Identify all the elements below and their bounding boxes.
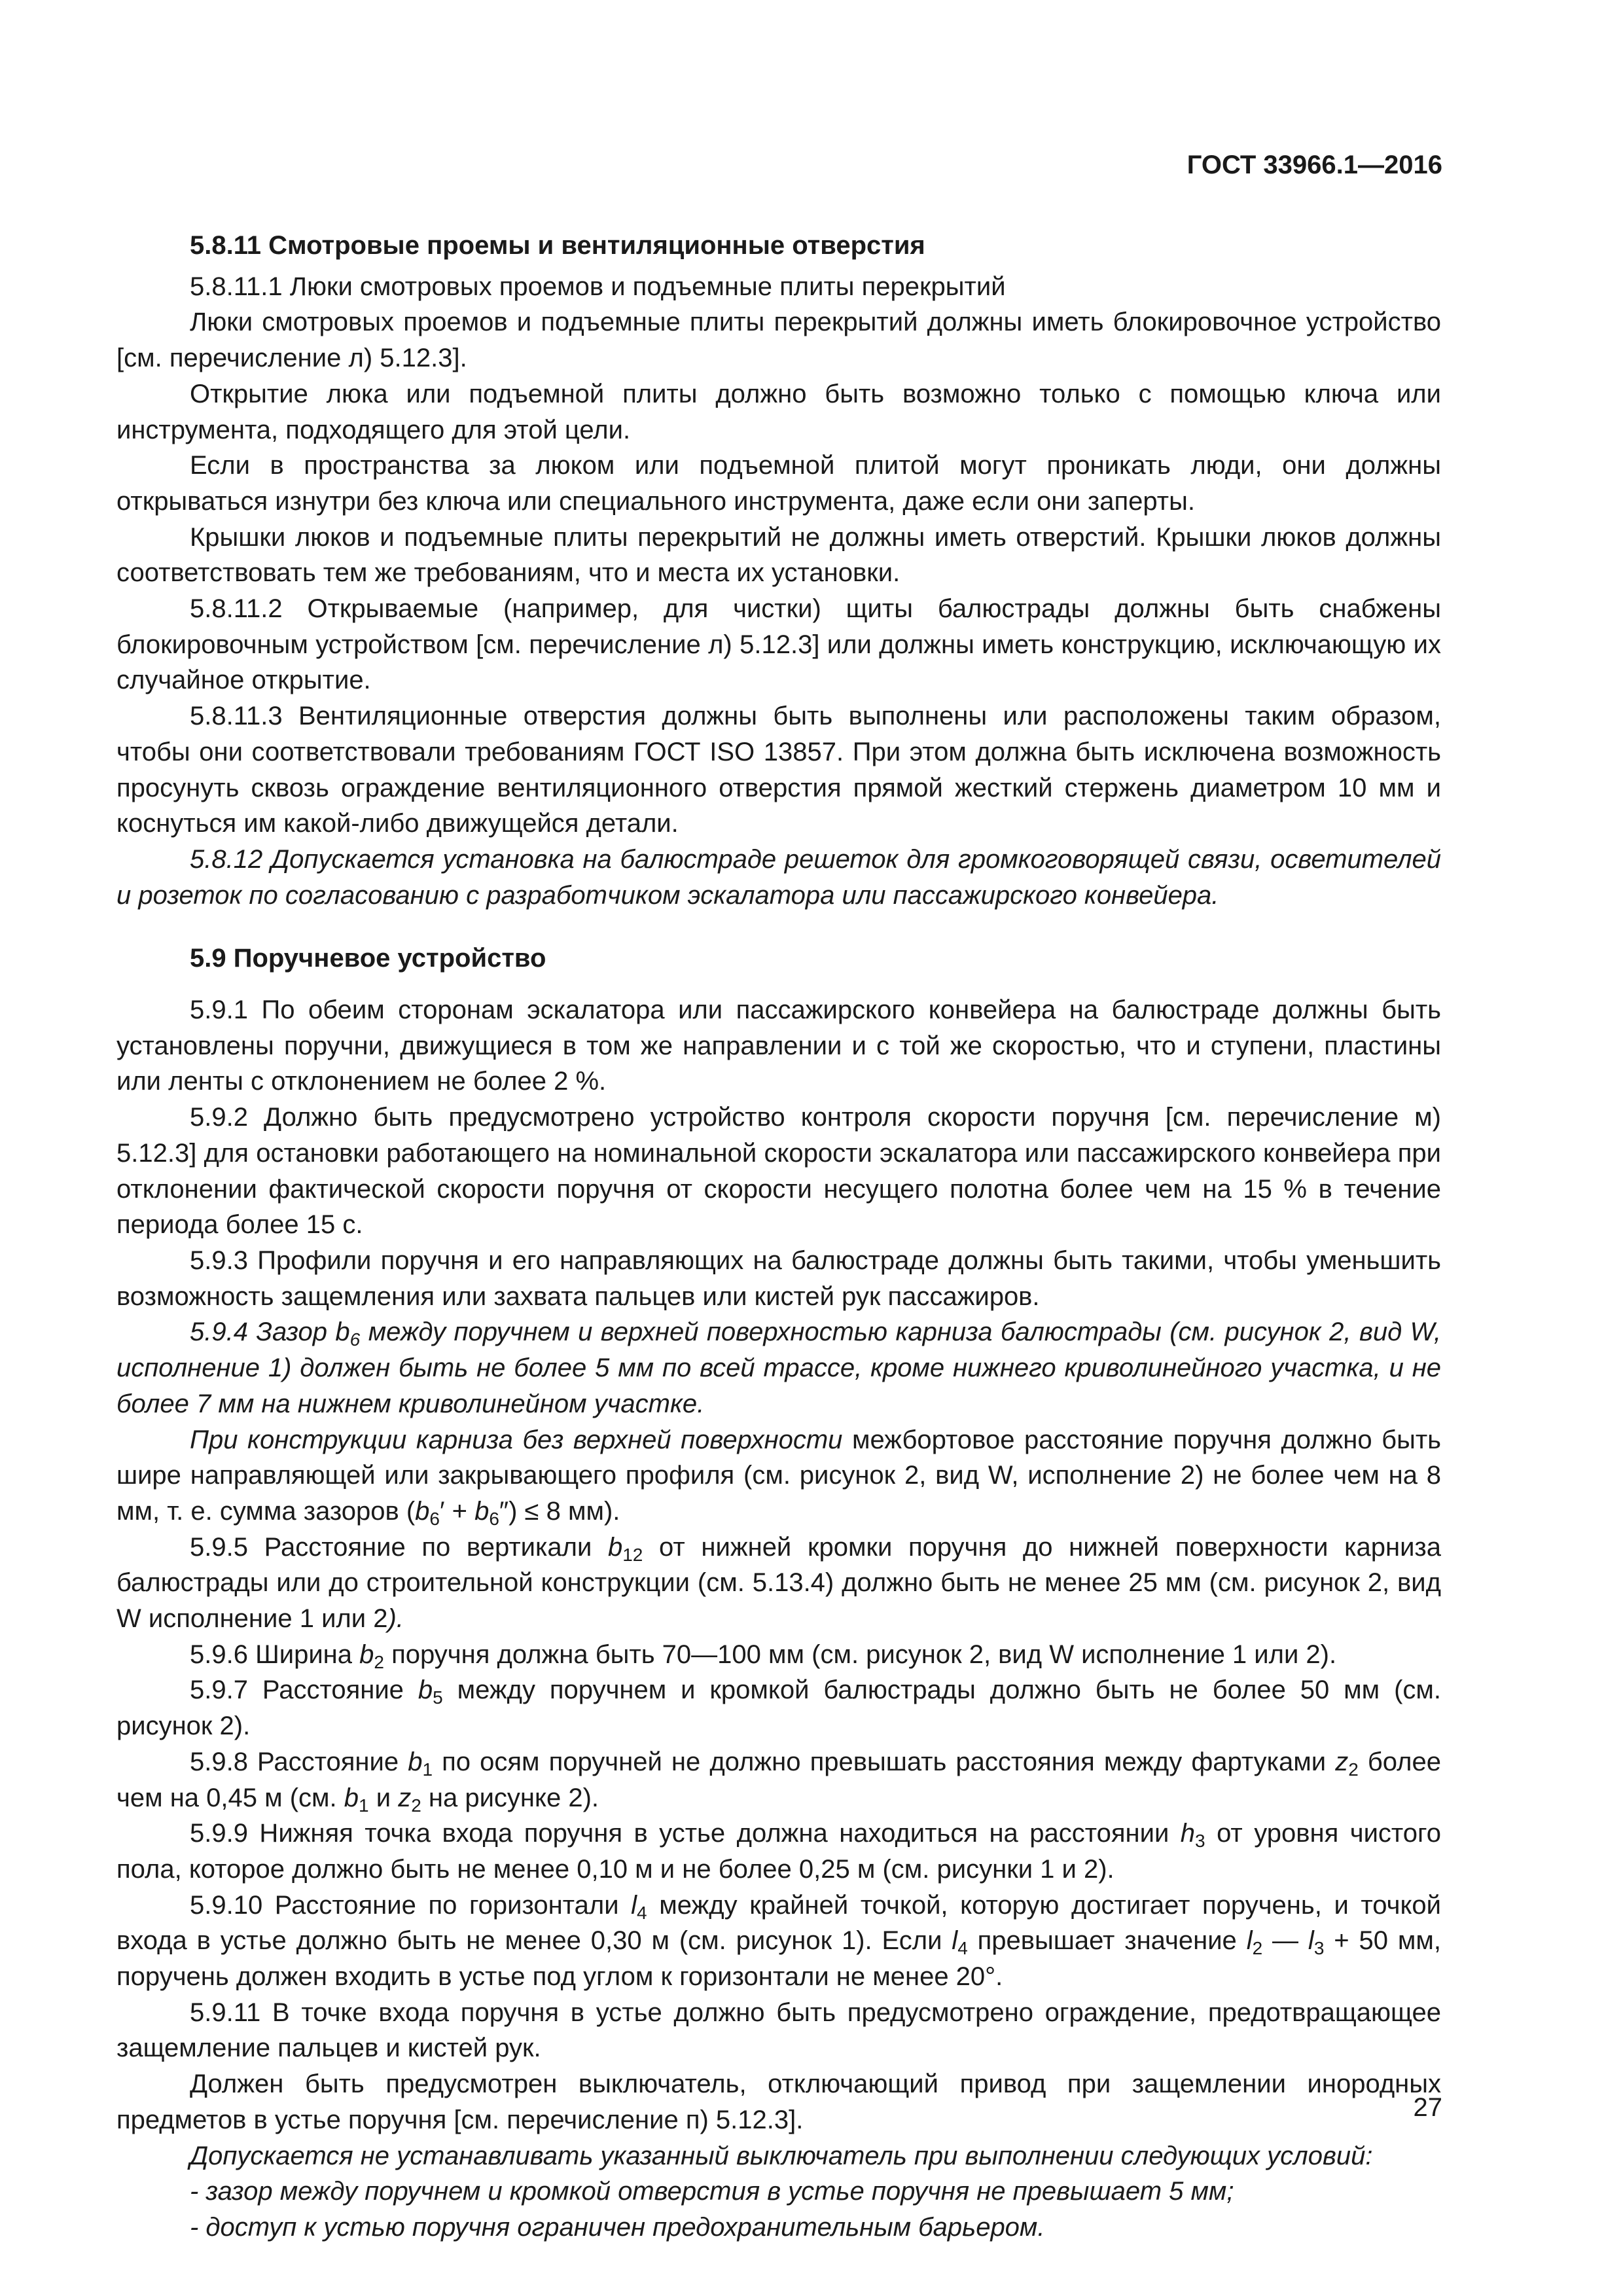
variable: l: [631, 1890, 637, 1920]
text-span: ′ +: [440, 1496, 475, 1526]
variable: l: [1246, 1926, 1253, 1956]
paragraph-hatch-opening: Открытие люка или подъемной плиты должно быть возможно только с помощью ключа или инструмента, подходящего для этой цели.: [116, 379, 1441, 444]
condition-item: - зазор между поручнем и кромкой отверстия в устье поручня не превышает 5 мм;: [190, 2177, 1234, 2206]
subscript: 1: [359, 1795, 369, 1816]
text-span: 5.9.10 Расстояние по горизонтали: [190, 1890, 632, 1920]
text-span: 5.9.4 Зазор: [190, 1318, 336, 1347]
paragraph-5-9-10: [116, 1888, 1441, 1995]
paragraph-hatch-covers: Крышки люков и подъемные плиты перекрытий не должны иметь отверстий. Крышки люков должны соответствовать тем же требованиям, что и места их установки.: [116, 522, 1441, 588]
paragraph-5-8-12: 5.8.12 Допускается установка на балюстраде решеток для громкоговорящей связи, осветителей и розеток по согласованию с разработчиком эскалатора или пассажирского конвейера.: [116, 844, 1441, 910]
text-span: 5.9.6 Ширина: [190, 1640, 360, 1669]
subscript: 4: [957, 1938, 968, 1959]
subscript: 6: [349, 1329, 361, 1350]
variable: l: [1308, 1926, 1314, 1956]
variable: h: [1180, 1819, 1196, 1848]
paragraph-5-9-1: 5.9.1 По обеим сторонам эскалатора или пассажирского конвейера на балюстраде должны быть установлены поручни, движущиеся в том же направлении и с той же скоростью, что и ступени, пластины или ленты с отклонением не более 2 %.: [116, 996, 1441, 1096]
subscript: 3: [1195, 1831, 1205, 1852]
paragraph-5-9-8: [116, 1744, 1441, 1816]
variable: l: [952, 1926, 958, 1956]
text-span: от уровня чистого пола, которое должно быть не менее 0,10 м и не более 0,25 м (см. рисунки 1 и 2).: [116, 1819, 1441, 1884]
variable: b: [359, 1640, 374, 1669]
paragraph-5-9-4-continued: [116, 1422, 1441, 1530]
document-header: ГОСТ 33966.1—2016: [1186, 151, 1442, 179]
subscript: 12: [622, 1544, 643, 1565]
variable: b: [335, 1318, 350, 1347]
paragraph-5-9-2: 5.9.2 Должно быть предусмотрено устройство контроля скорости поручня [см. перечисление м) 5.12.3] для остановки работающего на номинальной скорости эскалатора или пассажирского конвейера при отклонении фактической скорости поручня от скорости несущего полотна более чем на 15 % в течение периода более 15 с.: [116, 1103, 1441, 1240]
text-span: + 50 мм, поручень должен входить в устье под углом к горизонтали не менее 20°.: [116, 1926, 1441, 1992]
italic-phrase: При конструкции карниза без верхней поверхности: [190, 1425, 843, 1454]
subscript: 4: [637, 1902, 647, 1923]
paragraph-5-9-9: [116, 1816, 1441, 1887]
text-span: 5.9.9 Нижняя точка входа поручня в устье должна находиться на расстоянии: [190, 1819, 1181, 1848]
subscript: 3: [1313, 1938, 1325, 1959]
paragraph-5-9-4: [116, 1314, 1441, 1422]
paragraph-5-9-5: [116, 1530, 1441, 1637]
paragraph-hatch-lock: Люки смотровых проемов и подъемные плиты перекрытий должны иметь блокировочное устройство [см. перечисление л) 5.12.3].: [116, 308, 1441, 373]
text-span: ).: [387, 1604, 404, 1634]
subscript: 5: [433, 1687, 443, 1708]
text-span: от нижней кромки поручня до нижней поверхности карниза балюстрады или до строительной конструкции (см. 5.13.4) должно быть не менее 25 мм (см. рисунок 2, вид W исполнение 1 или 2: [116, 1532, 1441, 1634]
text-span: 5.9.5 Расстояние по вертикали: [190, 1532, 608, 1562]
subscript: 6: [489, 1508, 499, 1529]
text-span: между крайней точкой, которую достигает поручень, и точкой входа в устье должно быть не менее 0,30 м (см. рисунок 1). Если: [116, 1890, 1441, 1956]
paragraph-5-9-11: 5.9.11 В точке входа поручня в устье должно быть предусмотрено ограждение, предотвращающее защемление пальцев и кистей рук.: [116, 1998, 1441, 2063]
variable: b: [607, 1532, 623, 1562]
text-span: 5.9.8 Расстояние: [190, 1747, 408, 1776]
paragraph-5-9-3: 5.9.3 Профили поручня и его направляющих на балюстраде должны быть такими, чтобы уменьшить возможность защемления или захвата пальцев или кистей рук пассажиров.: [116, 1246, 1441, 1311]
subscript: 2: [411, 1795, 421, 1816]
variable: b: [408, 1747, 423, 1776]
text-span: на рисунке 2).: [421, 1783, 599, 1812]
text-span: —: [1262, 1926, 1308, 1956]
text-span: более чем на 0,45 м (см.: [116, 1747, 1441, 1812]
text-span: превышает значение: [967, 1926, 1247, 1956]
text-span: между поручнем и кромкой балюстрады должно быть не более 50 мм (см. рисунок 2).: [116, 1676, 1442, 1741]
paragraph-5-8-11-3: 5.8.11.3 Вентиляционные отверстия должны быть выполнены или расположены таким образом, чтобы они соответствовали требованиям ГОСТ ISO 13857. При этом должна быть исключена возможность просунуть сквозь ограждение вентиляционного отверстия прямой жесткий стержень диаметром 10 мм и коснуться им какой-либо движущейся детали.: [116, 702, 1441, 838]
subscript: 2: [1348, 1759, 1359, 1780]
paragraph-5-9-6: [116, 1637, 1441, 1673]
subscript: 1: [422, 1759, 433, 1780]
variable: b: [344, 1783, 359, 1812]
text-span: 5.9.7 Расстояние: [190, 1676, 418, 1705]
variable: z: [1335, 1747, 1349, 1776]
subscript: 6: [429, 1508, 440, 1529]
paragraph-5-9-7: [116, 1672, 1441, 1744]
text-span: поручня должна быть 70—100 мм (см. рисунок 2, вид W исполнение 1 или 2).: [383, 1640, 1337, 1669]
text-span: ″) ≤ 8 мм).: [499, 1496, 620, 1526]
condition-item: - доступ к устью поручня ограничен предохранительным барьером.: [190, 2212, 1045, 2242]
subscript: 2: [1252, 1938, 1263, 1959]
variable: b: [474, 1496, 490, 1526]
paragraph-switch: Должен быть предусмотрен выключатель, отключающий привод при защемлении инородных предметов в устье поручня [см. перечисление п) 5.12.3].: [116, 2070, 1441, 2134]
text-span: и: [368, 1783, 399, 1812]
variable: b: [415, 1496, 430, 1526]
paragraph-hatch-inside: Если в пространства за люком или подъемной плитой могут проникать люди, они должны открываться изнутри без ключа или специального инструмента, даже если они заперты.: [116, 451, 1441, 516]
section-heading-5-8-11: 5.8.11 Смотровые проемы и вентиляционные отверстия: [190, 231, 925, 260]
section-heading-5-9: 5.9 Поручневое устройство: [190, 944, 546, 973]
variable: z: [398, 1783, 412, 1812]
page-number: 27: [1413, 2093, 1442, 2122]
text-span: между поручнем и верхней поверхностью карниза балюстрады (см. рисунок 2, вид W, исполнение 1) должен быть не более 5 мм по всей трассе, кроме нижнего криволинейного участка, и не более 7 мм на нижнем криволинейном участке.: [116, 1318, 1442, 1418]
document-body: [116, 228, 1441, 2246]
variable: b: [418, 1676, 433, 1705]
paragraph-5-8-11-1: 5.8.11.1 Люки смотровых проемов и подъемные плиты перекрытий: [190, 272, 1006, 301]
paragraph-5-8-11-2: 5.8.11.2 Открываемые (например, для чистки) щиты балюстрады должны быть снабжены блокировочным устройством [см. перечисление л) 5.12.3] или должны иметь конструкцию, исключающую их случайное открытие.: [116, 594, 1441, 695]
paragraph-allowed: Допускается не устанавливать указанный выключатель при выполнении следующих условий:: [190, 2141, 1373, 2170]
text-span: по осям поручней не должно превышать расстояния между фартуками: [433, 1747, 1336, 1776]
subscript: 2: [374, 1651, 384, 1672]
text-span: межбортовое расстояние поручня должно быть шире направляющей или закрывающего профиля (см. рисунок 2, вид W, исполнение 2) не более чем на 8 мм, т. е. сумма зазоров (: [116, 1425, 1441, 1526]
